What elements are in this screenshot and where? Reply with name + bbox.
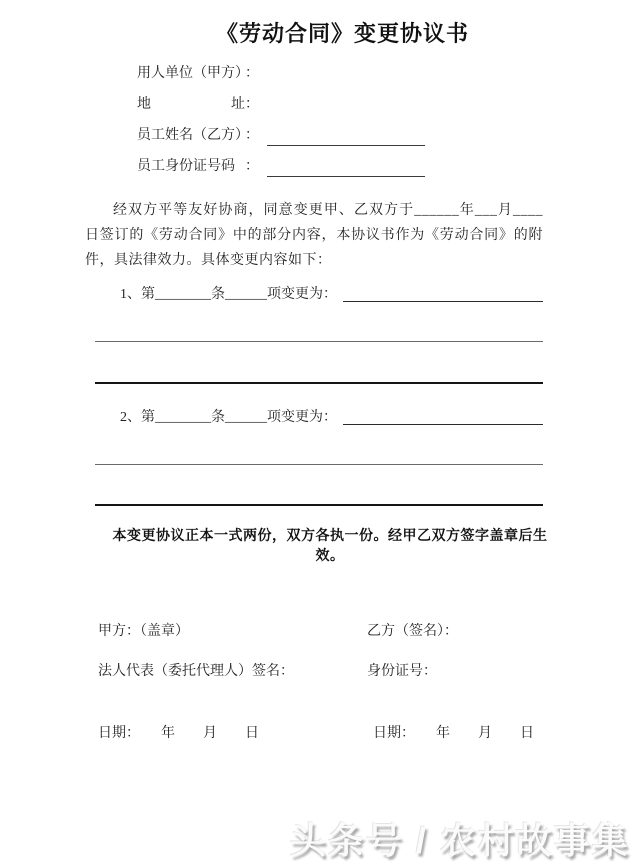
address-label: 地址: [137, 97, 245, 112]
document-title: 《劳动合同》变更协议书: [215, 21, 469, 46]
header-fields: [137, 58, 640, 182]
employee-id-colon: ：: [245, 159, 259, 174]
item-1-lead-text: 1、第________条______项变更为：: [120, 287, 337, 302]
employee-id-label: 员工身份证号码: [137, 159, 235, 174]
field-row-employee-id: [137, 151, 640, 182]
employee-name-colon: ：: [245, 128, 259, 143]
writing-line-4: [95, 465, 543, 506]
employer-label: 用人单位（甲方）: [137, 66, 249, 81]
effectiveness-clause: 本变更协议正本一式两份，双方各执一份。经甲乙双方签字盖章后生效。: [112, 529, 548, 564]
signature-row-representative: [0, 662, 640, 682]
party-a-seal-label: 甲方：（盖章）: [98, 624, 189, 639]
field-row-address: [137, 89, 640, 120]
amendment-item-1: [95, 285, 543, 305]
amendment-items: [95, 285, 543, 506]
date-label-left: 日期： 年 月 日: [98, 726, 259, 741]
writing-line-3: [95, 428, 543, 465]
field-row-employee-name: [137, 120, 640, 151]
signature-row-dates: [0, 724, 640, 744]
employee-id-blank-line: [267, 156, 425, 177]
address-colon: ：: [245, 97, 259, 112]
employee-name-label: 员工姓名（乙方）: [137, 128, 249, 143]
employee-name-blank-line: [267, 125, 425, 146]
item-1-blank-line: [343, 300, 543, 302]
legal-rep-sign-label: 法人代表（委托代理人）签名：: [98, 664, 294, 679]
writing-line-2: [95, 342, 543, 384]
amendment-item-2: [95, 408, 543, 428]
intro-paragraph: 经双方平等友好协商，同意变更甲、乙双方于______年___月____日签订的《劳动合同》中的部分内容，本协议书作为《劳动合同》的附件，具法律效力。具体变更内容如下：: [85, 203, 543, 268]
watermark-text: 头条号 / 农村故事集: [289, 820, 630, 861]
party-b-sign-label: 乙方（签名）：: [367, 624, 458, 639]
date-label-right: 日期： 年 月 日: [373, 726, 534, 741]
item-2-blank-line: [343, 423, 543, 425]
field-row-employer: [137, 58, 640, 89]
item-2-lead-text: 2、第________条______项变更为：: [120, 410, 337, 425]
employer-colon: ：: [245, 66, 259, 81]
id-number-label: 身份证号：: [367, 664, 437, 679]
signature-row-parties: [0, 622, 640, 642]
writing-line-1: [95, 305, 543, 342]
